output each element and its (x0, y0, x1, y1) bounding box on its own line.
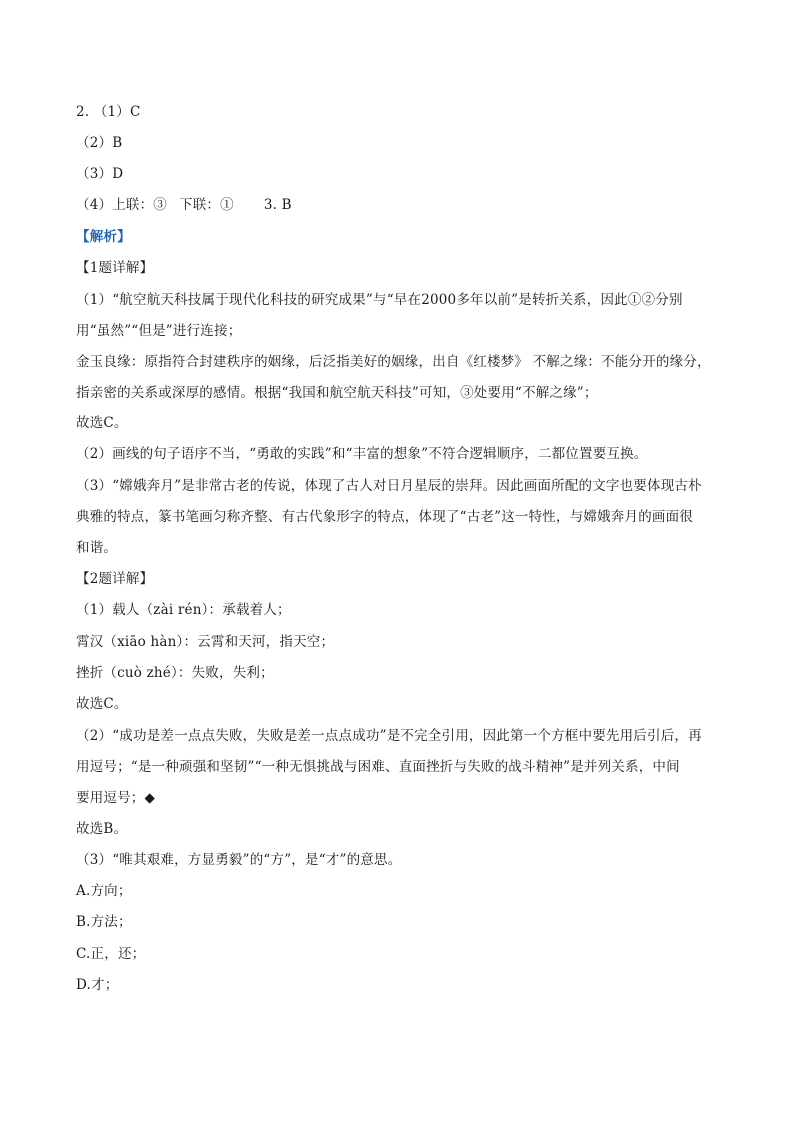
q1-para-2-line-1: 金玉良缘：原指符合封建秩序的姻缘，后泛指美好的姻缘，出自《红楼梦》 不解之缘：不能分开的缘分， (76, 354, 711, 370)
q1-para-5-line-2: 典雅的特点，篆书笔画匀称齐整、有古代象形字的特点，体现了“古老”这一特性，与嫦娥奔月的画面很 (76, 509, 694, 525)
q2-choice-2: 故选B。 (76, 821, 128, 837)
answer-text: 2. （1）C (76, 104, 141, 120)
q2-para-1: （1）载人（zài rén）：承载着人； (76, 602, 291, 618)
q1-heading: 【1题详解】 (76, 260, 154, 276)
answer-3: 3. B (263, 197, 292, 213)
answer-text: （2）B (76, 135, 123, 151)
answer-2-1 (76, 102, 726, 122)
q2-para-5-line-3: 要用逗号；◆ (76, 790, 156, 806)
answer-text: （3）D (76, 166, 124, 182)
option-c: C.正，还； (76, 946, 146, 962)
q2-para-2: 霄汉（xiāo hàn）：云霄和天河，指天空； (76, 634, 335, 650)
q2-choice-1: 故选C。 (76, 696, 128, 712)
q2-para-7: （3）“唯其艰难，方显勇毅”的“方”，是“才”的意思。 (76, 852, 402, 868)
q2-heading: 【2题详解】 (76, 571, 154, 587)
q2-para-5-line-2: 用逗号；“是一种顽强和坚韧”“一种无惧挑战与困难、直面挫折与失败的战斗精神”是并列关系，中间 (76, 759, 680, 775)
answer-2-4-and-3 (76, 195, 726, 215)
option-a: A.方向； (76, 883, 132, 899)
answer-lower-couplet: 下联：① (179, 197, 234, 213)
answer-2-3 (76, 164, 726, 184)
q1-para-5-line-1: （3）“嫦娥奔月”是非常古老的传说，体现了古人对日月星辰的崇拜。因此画面所配的文字也要体现古朴 (76, 478, 702, 494)
answer-2-2 (76, 133, 726, 153)
q1-para-2-line-2: 指亲密的关系或深厚的感情。根据“我国和航空航天科技”可知，③处要用“不解之缘”； (76, 385, 598, 401)
q1-para-4: （2）画线的句子语序不当，“勇敢的实践”和“丰富的想象”不符合逻辑顺序，二都位置要互换。 (76, 446, 648, 462)
answer-upper-couplet: （4）上联：③ (76, 197, 167, 213)
option-b: B.方法； (76, 914, 132, 930)
q1-para-1-line-1: （1）“航空航天科技属于现代化科技的研究成果”与“早在2000多年以前”是转折关系，因此①②分别 (76, 292, 683, 308)
q1-choice: 故选C。 (76, 415, 128, 431)
option-d: D.才； (76, 977, 119, 993)
q2-para-5-line-1: （2）“成功是差一点点失败，失败是差一点点成功”是不完全引用，因此第一个方框中要先用后引后，再 (76, 728, 702, 744)
q1-para-5-line-3: 和谐。 (76, 540, 118, 556)
q1-para-1-line-2: 用“虽然”“但是”进行连接； (76, 323, 242, 339)
analysis-heading: 【解析】 (76, 229, 131, 245)
q2-para-3: 挫折（cuò zhé）：失败，失利； (76, 665, 274, 681)
